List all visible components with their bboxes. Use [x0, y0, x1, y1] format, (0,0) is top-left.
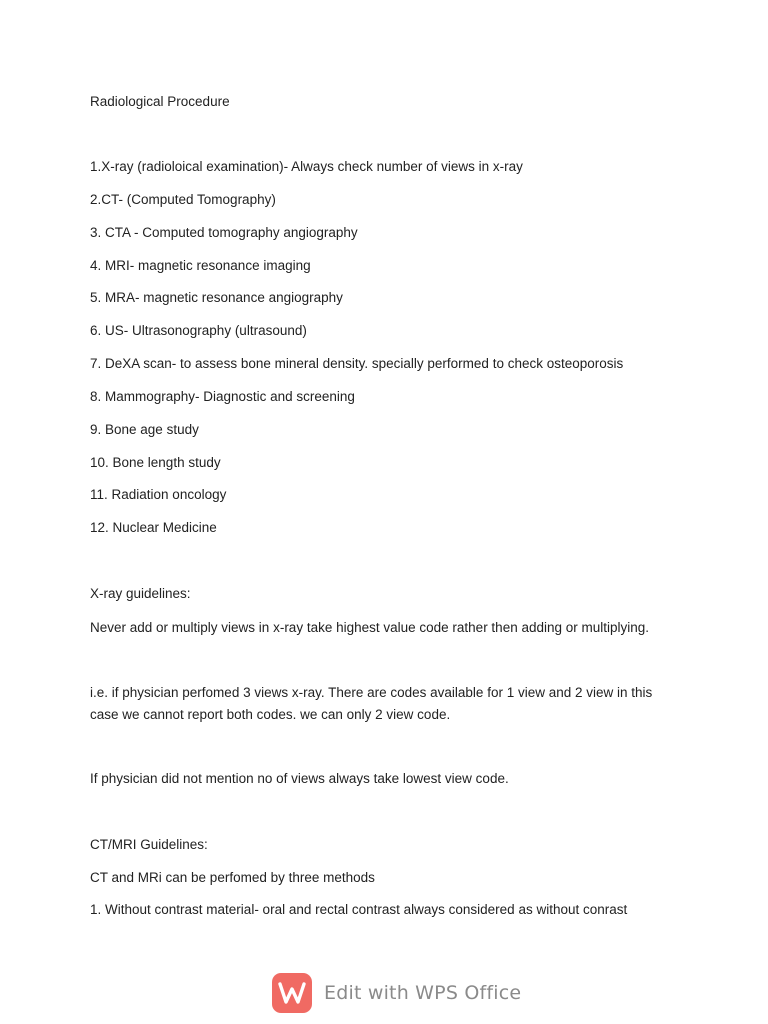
procedure-item: 12. Nuclear Medicine: [90, 520, 217, 535]
procedure-item: 4. MRI- magnetic resonance imaging: [90, 258, 311, 273]
xray-example-paragraph: i.e. if physician perfomed 3 views x-ray. There are codes available for 1 view and 2 view in this case we cannot report both codes. we can only 2 view code.: [90, 685, 653, 722]
procedure-item: 5. MRA- magnetic resonance angiography: [90, 290, 343, 305]
xray-no-views-paragraph: If physician did not mention no of views always take lowest view code.: [90, 771, 509, 786]
xray-rule-paragraph: Never add or multiply views in x-ray take highest value code rather then adding or multiplying.: [90, 620, 650, 635]
wps-w-logo-icon: [272, 973, 312, 1013]
xray-guidelines-heading: X-ray guidelines:: [90, 586, 191, 601]
procedure-item: 6. US- Ultrasonography (ultrasound): [90, 323, 307, 338]
procedure-item: 7. DeXA scan- to assess bone mineral density. specially performed to check osteoporosis: [90, 356, 624, 371]
procedure-item: 10. Bone length study: [90, 455, 221, 470]
procedure-item: 3. CTA - Computed tomography angiography: [90, 225, 358, 240]
procedure-item: 11. Radiation oncology: [90, 487, 227, 502]
ct-mri-method-item: 1. Without contrast material- oral and rectal contrast always considered as without conrast: [90, 902, 628, 917]
ct-mri-intro-paragraph: CT and MRi can be perfomed by three methods: [90, 870, 375, 885]
procedure-item: 1.X-ray (radioloical examination)- Always check number of views in x-ray: [90, 159, 523, 174]
ct-mri-guidelines-heading: CT/MRI Guidelines:: [90, 837, 208, 852]
wps-edit-banner[interactable]: [272, 970, 521, 1016]
procedure-item: 2.CT- (Computed Tomography): [90, 192, 276, 207]
wps-edit-label: Edit with WPS Office: [324, 982, 522, 1004]
document-title: Radiological Procedure: [90, 94, 230, 109]
procedure-item: 8. Mammography- Diagnostic and screening: [90, 389, 355, 404]
procedure-item: 9. Bone age study: [90, 422, 199, 437]
